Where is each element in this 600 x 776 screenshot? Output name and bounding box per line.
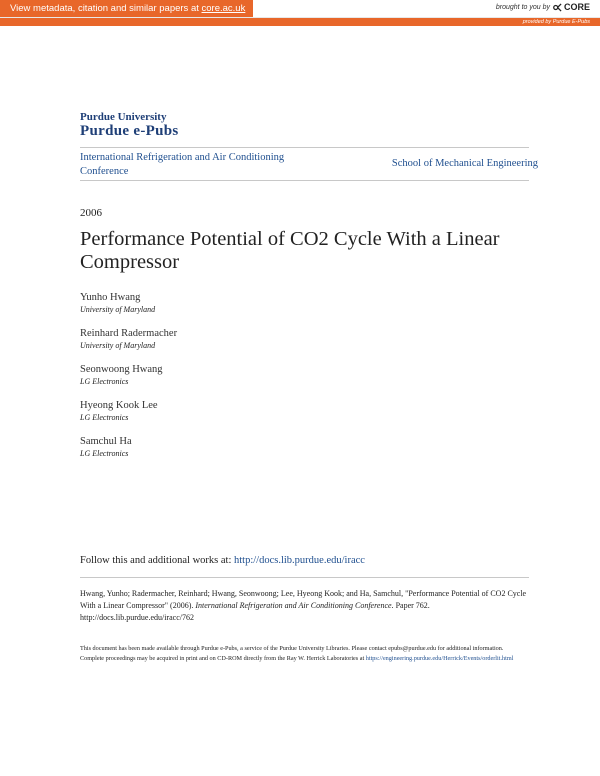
proceedings-notice: [80, 654, 532, 664]
author-affiliation: LG Electronics: [80, 449, 129, 458]
citation-text: Hwang, Yunho; Radermacher, Reinhard; Hwang, Seonwoong; Lee, Hyeong Kook; and Ha, Samchul, "Performance Potential of CO2 Cycle With a Linear Compressor" (2006).: [80, 589, 527, 610]
citation-paper-number: Paper 762.: [393, 601, 430, 610]
follow-line: [80, 555, 365, 566]
citation-url[interactable]: http://docs.lib.purdue.edu/iracc/762: [80, 613, 194, 622]
conference-series-link[interactable]: International Refrigeration and Air Conditioning Conference: [80, 152, 285, 177]
author-entry: [80, 399, 177, 423]
author-entry: [80, 435, 177, 459]
notice-block: [80, 644, 532, 664]
author-affiliation: LG Electronics: [80, 377, 129, 386]
author-entry: [80, 363, 177, 387]
author-list: [80, 291, 177, 471]
author-affiliation: LG Electronics: [80, 413, 129, 422]
author-name[interactable]: Hyeong Kook Lee: [80, 400, 158, 411]
author-entry: [80, 327, 177, 351]
core-provided-bar: [0, 18, 600, 26]
author-name[interactable]: Yunho Hwang: [80, 292, 141, 303]
paper-title: Performance Potential of CO2 Cycle With a Linear Compressor: [80, 228, 500, 273]
author-name[interactable]: Seonwoong Hwang: [80, 364, 163, 375]
follow-link[interactable]: http://docs.lib.purdue.edu/iracc: [234, 555, 365, 566]
proceedings-text: Complete proceedings may be acquired in print and on CD-ROM directly from the Ray W. Herrick Laboratories at: [80, 655, 366, 662]
follow-label: Follow this and additional works at:: [80, 555, 234, 566]
top-divider: [80, 147, 529, 148]
citation-block: [80, 588, 532, 624]
citation-divider: [80, 577, 529, 578]
publication-year: 2006: [80, 207, 102, 219]
author-affiliation: University of Maryland: [80, 305, 156, 314]
repository-name[interactable]: Purdue e-Pubs: [80, 123, 179, 139]
core-metadata-link[interactable]: core.ac.uk: [201, 3, 246, 14]
core-metadata-banner: [0, 0, 253, 17]
school-link[interactable]: School of Mechanical Engineering: [391, 158, 538, 169]
core-metadata-text: View metadata, citation and similar papers at: [10, 3, 202, 14]
core-logo-icon: [553, 3, 562, 12]
university-name: Purdue University: [80, 111, 167, 123]
citation-venue: International Refrigeration and Air Conditioning Conference.: [195, 601, 394, 610]
author-name[interactable]: Samchul Ha: [80, 436, 132, 447]
author-entry: [80, 291, 177, 315]
core-brought-by: [496, 2, 590, 12]
provided-by-text: provided by Purdue E-Pubs: [522, 19, 590, 25]
core-logo[interactable]: [553, 2, 590, 12]
brought-by-text: brought to you by: [495, 3, 550, 11]
author-affiliation: University of Maryland: [80, 341, 156, 350]
core-banner: [0, 0, 600, 18]
author-name[interactable]: Reinhard Radermacher: [80, 328, 178, 339]
proceedings-link[interactable]: https://engineering.purdue.edu/Herrick/Events/orderlit.html: [365, 655, 514, 662]
core-logo-text: CORE: [563, 2, 590, 12]
series-divider: [80, 180, 529, 181]
availability-notice: This document has been made available through Purdue e-Pubs, a service of the Purdue University Libraries. Please contact epubs@purdue.edu for additional information.: [80, 645, 504, 652]
